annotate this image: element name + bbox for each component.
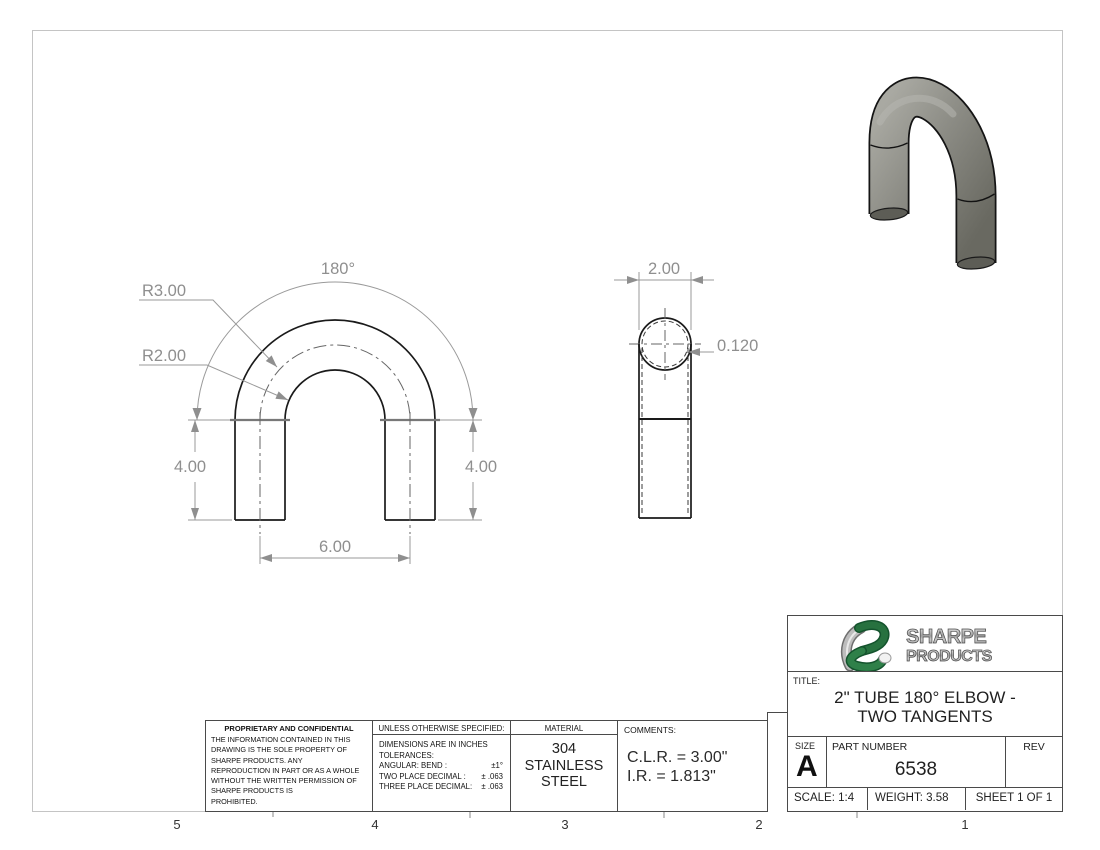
proprietary-line: DRAWING IS THE SOLE PROPERTY OF: [211, 745, 347, 755]
front-view: [139, 260, 497, 564]
dim-tangent-left: 4.00: [173, 458, 207, 476]
scale-cell: [788, 788, 868, 810]
comments-block: [617, 720, 768, 812]
proprietary-line: WITHOUT THE WRITTEN PERMISSION OF: [211, 776, 357, 786]
comments-header: COMMENTS:: [624, 725, 676, 735]
material-header: MATERIAL: [511, 721, 617, 735]
sheet-value: SHEET 1 OF 1: [975, 792, 1053, 804]
zone-1: 1: [961, 817, 969, 832]
material-line: STAINLESS: [524, 757, 604, 774]
drawing-title-line2: TWO TANGENTS: [857, 707, 993, 726]
size-value: A: [796, 750, 818, 783]
title-row: [788, 672, 1062, 737]
dim-ir-label: R2.00: [142, 347, 187, 365]
proprietary-line: PROHIBITED.: [211, 796, 258, 806]
part-number-cell: [827, 737, 1006, 787]
comments-ir: I.R. = 1.813": [627, 768, 716, 785]
proprietary-line: REPRODUCTION IN PART OR AS A WHOLE: [211, 765, 360, 775]
size-label: SIZE: [795, 741, 816, 751]
proprietary-line: THE INFORMATION CONTAINED IN THIS: [211, 735, 351, 744]
sharpe-logo: [788, 616, 1062, 671]
comments-clr: C.L.R. = 3.00": [627, 749, 728, 766]
dim-clr-label: R3.00: [142, 282, 187, 300]
side-view: [614, 260, 758, 518]
tolerance-block: [372, 720, 511, 812]
rev-cell: [1006, 737, 1062, 787]
part-row: [788, 737, 1062, 788]
part-number-value: 6538: [894, 759, 938, 780]
angle-dim-arc: [197, 282, 473, 420]
brand-top: SHARPE: [906, 626, 987, 648]
zone-3: 3: [561, 817, 569, 832]
proprietary-title: PROPRIETARY AND CONFIDENTIAL: [224, 724, 354, 733]
tolerance-value: ±1°: [491, 761, 503, 771]
logo-mark: [846, 625, 891, 667]
tolerance-line: DIMENSIONS ARE IN INCHES: [379, 740, 488, 749]
proprietary-line: SHARPE PRODUCTS. ANY: [211, 755, 303, 765]
title-label: TITLE:: [793, 676, 821, 686]
spare-cell: [767, 712, 787, 812]
proprietary-line: SHARPE PRODUCTS IS: [211, 786, 293, 796]
zone-2: 2: [755, 817, 763, 832]
weight-cell: [868, 788, 966, 810]
dim-tangent-right: 4.00: [464, 458, 498, 476]
title-block: [787, 615, 1063, 812]
part-number-label: PART NUMBER: [832, 741, 908, 753]
material-block: [510, 720, 618, 812]
rev-label: REV: [1023, 741, 1045, 753]
weight-value: WEIGHT: 3.58: [875, 792, 949, 804]
iso-view: [870, 97, 995, 270]
tolerance-label: ANGULAR: BEND :: [379, 761, 448, 771]
zone-5: 5: [173, 817, 181, 832]
drawing-title-line1: 2" TUBE 180° ELBOW -: [834, 688, 1016, 707]
sheet-cell: [966, 788, 1062, 810]
brand-bottom: PRODUCTS: [906, 648, 992, 665]
scale-value: SCALE: 1:4: [794, 792, 855, 804]
tolerance-line: TOLERANCES:: [379, 750, 434, 760]
material-line: 304: [551, 741, 577, 757]
logo-row: [788, 616, 1062, 672]
tolerance-label: THREE PLACE DECIMAL:: [379, 782, 473, 792]
zone-4: 4: [371, 817, 379, 832]
size-cell: [788, 737, 827, 787]
scale-row: [788, 788, 1062, 810]
dim-span: 6.00: [318, 538, 352, 556]
dim-wall: 0.120: [717, 337, 759, 355]
material-line: STEEL: [541, 774, 587, 790]
tolerance-header: UNLESS OTHERWISE SPECIFIED:: [373, 721, 510, 735]
centerlines: [260, 345, 410, 534]
dim-angle-label: 180°: [320, 260, 356, 278]
tolerance-value: ± .063: [481, 771, 503, 781]
dim-od: 2.00: [647, 260, 681, 278]
tolerance-label: TWO PLACE DECIMAL :: [379, 771, 466, 781]
tolerance-value: ± .063: [481, 782, 503, 792]
proprietary-block: [205, 720, 373, 812]
